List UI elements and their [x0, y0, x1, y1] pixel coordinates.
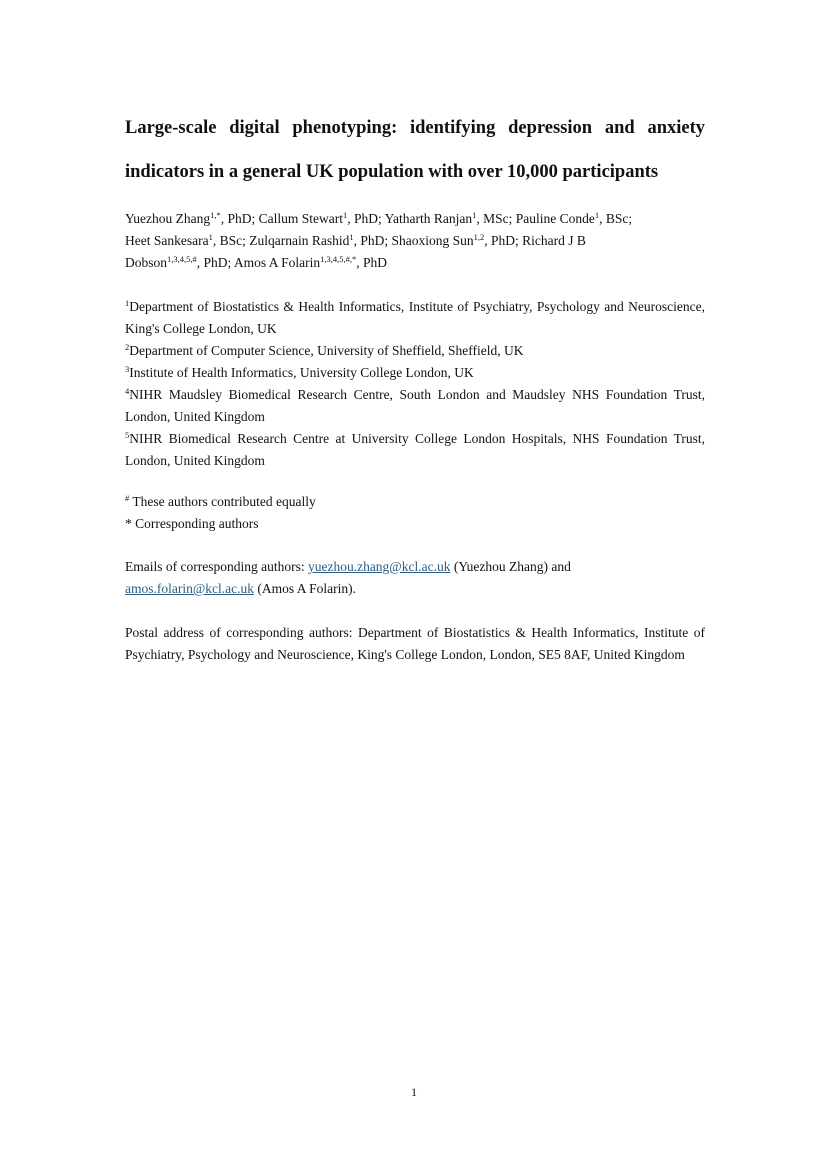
- email-owner-folarin: (Amos A Folarin).: [254, 581, 357, 596]
- affiliation-text: Institute of Health Informatics, University College London, UK: [129, 365, 474, 380]
- affiliation-text: Department of Biostatistics & Health Informatics, Institute of Psychiatry, Psychology and Neuroscience, King's College London, UK: [125, 299, 705, 336]
- postal-address: [125, 622, 705, 666]
- emails-label: Emails of corresponding authors:: [125, 559, 308, 574]
- author-affil-sup: 1,3,4,5,#: [167, 254, 197, 264]
- affiliation-number: 3: [125, 364, 130, 374]
- paper-title: Large-scale digital phenotyping: identifying depression and anxiety indicators in a general UK population with over 10,000 participants: [125, 118, 705, 182]
- author-name: Yatharth Ranjan: [384, 211, 473, 226]
- author-line-1: [125, 208, 705, 230]
- author-affil-sup: 1: [343, 210, 348, 220]
- author-affil-sup: 1,*: [210, 210, 221, 220]
- author-list: [125, 208, 705, 274]
- email-link-zhang[interactable]: yuezhou.zhang@kcl.ac.uk: [307, 559, 451, 574]
- author-degree: , PhD;: [484, 233, 523, 248]
- author-line-3: [125, 252, 705, 274]
- equal-contribution-text: These authors contributed equally: [129, 494, 316, 509]
- author-affil-sup: 1,2: [473, 232, 485, 242]
- author-name: Zulqarnain Rashid: [249, 233, 350, 248]
- affiliation-list: [125, 296, 705, 472]
- author-degree: , BSc;: [212, 233, 250, 248]
- affiliation-item: [125, 428, 705, 472]
- corresponding-note: * Corresponding authors: [125, 516, 259, 531]
- author-line-2: [125, 230, 705, 252]
- author-degree: , PhD;: [196, 255, 234, 270]
- author-name: Richard J B: [522, 233, 586, 248]
- author-notes: [125, 491, 705, 535]
- author-affil-sup: 1,3,4,5,#,*: [320, 254, 357, 264]
- author-degree: , PhD: [356, 255, 388, 270]
- equal-contribution-note: [125, 491, 705, 513]
- author-degree: , MSc;: [476, 211, 516, 226]
- author-affil-sup: 1: [472, 210, 477, 220]
- postal-address-text: Postal address of corresponding authors: Department of Biostatistics & Health Informatics, Institute of Psychiatry, Psychology and Neuroscience, King's College London, London, SE5 8AF, United Kingdom: [125, 625, 705, 662]
- email-link-folarin[interactable]: amos.folarin@kcl.ac.uk: [125, 581, 255, 596]
- author-degree: , PhD;: [220, 211, 259, 226]
- equal-contribution-symbol: #: [125, 493, 130, 503]
- author-affil-sup: 1: [208, 232, 213, 242]
- author-name: Dobson: [125, 255, 168, 270]
- author-degree: , PhD;: [353, 233, 392, 248]
- email-owner-zhang: (Yuezhou Zhang) and: [450, 559, 571, 574]
- corresponding-emails: [125, 556, 705, 600]
- affiliation-text: NIHR Biomedical Research Centre at University College London Hospitals, NHS Foundation Trust, London, United Kingdom: [125, 431, 705, 468]
- author-name: Callum Stewart: [258, 211, 343, 226]
- affiliation-number: 2: [125, 342, 130, 352]
- page-number: 1: [411, 1085, 417, 1099]
- emails-line-1: [125, 556, 705, 578]
- author-affil-sup: 1: [594, 210, 600, 220]
- affiliation-number: 5: [125, 430, 130, 440]
- affiliation-text: Department of Computer Science, University of Sheffield, Sheffield, UK: [129, 343, 524, 358]
- affiliation-number: 4: [125, 386, 130, 396]
- affiliation-text: NIHR Maudsley Biomedical Research Centre, South London and Maudsley NHS Foundation Trust, London, United Kingdom: [125, 387, 705, 424]
- author-name: Shaoxiong Sun: [391, 233, 474, 248]
- author-name: Heet Sankesara: [125, 233, 209, 248]
- author-degree: , PhD;: [347, 211, 385, 226]
- affiliation-item: [125, 340, 705, 362]
- author-name: Amos A Folarin: [233, 255, 321, 270]
- affiliation-item: [125, 384, 705, 428]
- affiliation-number: 1: [125, 298, 130, 308]
- author-affil-sup: 1: [349, 232, 354, 242]
- author-name: Pauline Conde: [515, 211, 595, 226]
- affiliation-item: [125, 296, 705, 340]
- emails-line-2: [125, 578, 705, 600]
- author-degree: , BSc;: [599, 211, 633, 226]
- affiliation-item: [125, 362, 705, 384]
- author-name: Yuezhou Zhang: [125, 211, 211, 226]
